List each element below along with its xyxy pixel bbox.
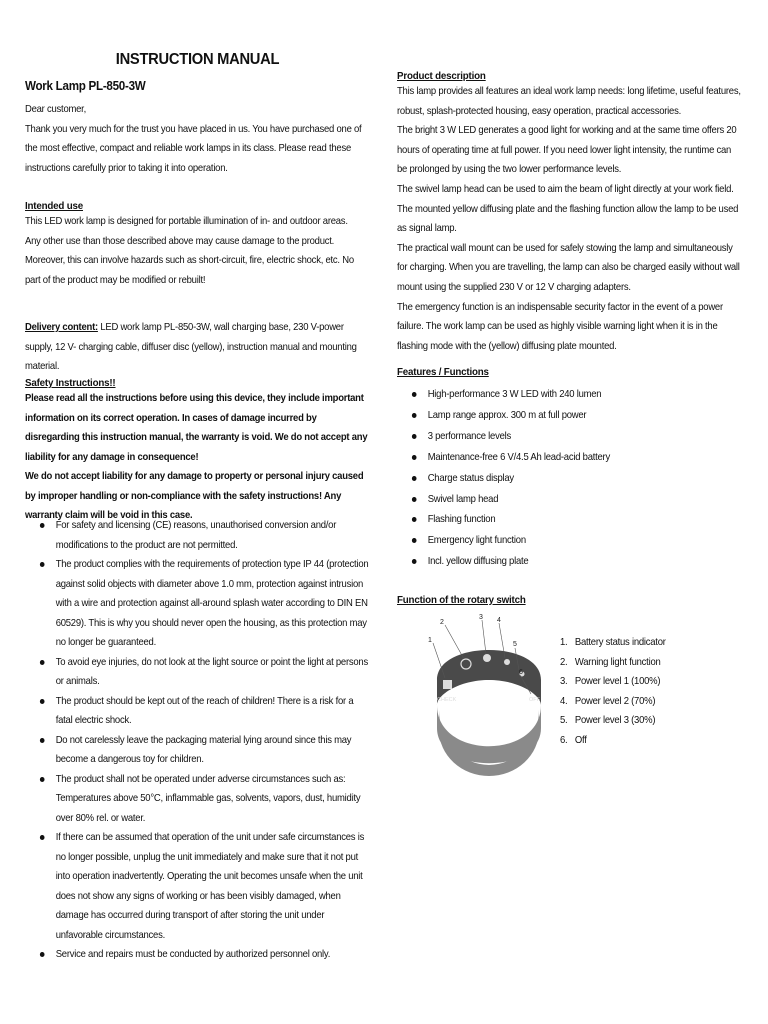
greeting: Dear customer, <box>25 104 86 115</box>
product-description-p3: The swivel lamp head can be used to aim the beam of light directly at your work field. The mounted yellow diffusing plate and the flashing function allow the lamp to be used as signal lamp. <box>397 183 739 235</box>
safety-item: Do not carelessly leave the packaging material lying around since this may become a dangerous toy for children. <box>25 731 372 770</box>
switch-item: 1. Battery status indicator <box>560 637 666 648</box>
feature-item: Swivel lamp head <box>397 490 742 511</box>
product-description-heading: Product description <box>397 70 486 82</box>
delivery-content <box>25 318 372 377</box>
safety-warning-2: We do not accept liability for any damage to property or personal injury caused by improper handling or non-compliance with the safety instructions! Any warranty claim will be void in this case. <box>25 471 364 521</box>
callout-2: 2 <box>440 619 444 626</box>
dial-off-label: OFF <box>529 697 540 703</box>
callout-6: 6 <box>519 669 523 676</box>
safety-item: The product should be kept out of the reach of children! There is a risk for a fatal electric shock. <box>25 692 372 731</box>
callout-1: 1 <box>428 637 432 644</box>
callout-5: 5 <box>513 641 517 648</box>
safety-item: If there can be assumed that operation of the unit under safe circumstances is no longer possible, unplug the unit immediately and make sure that it not put into operation inadvertently. Operating the unit becomes unsafe when the unit does not show any signs of working or has been visibly damaged, when damage has occurred during transport of after storing the unit under unfavorable circumstances. <box>25 828 372 945</box>
safety-item: Service and repairs must be conducted by authorized personnel only. <box>25 945 372 965</box>
sun-small-icon <box>504 659 510 665</box>
product-description-p1: This lamp provides all features an ideal work lamp needs: long lifetime, useful features, robust, splash-protected housing, easy operation, practical accessories. <box>397 86 741 117</box>
switch-item: 4. Power level 2 (70%) <box>560 695 656 707</box>
safety-warning-1: Please read all the instructions before using this device, they include important information on its correct operation. In cases of damage incurred by disregarding this instruction manual, the warranty is void. We do not accept any liability for any damage in consequence! <box>25 393 368 463</box>
rotary-switch-diagram <box>419 610 559 780</box>
feature-item: Emergency light function <box>397 531 742 552</box>
manual-title: INSTRUCTION MANUAL <box>115 51 280 68</box>
feature-item: Lamp range approx. 300 m at full power <box>397 406 742 427</box>
switch-item: 2. Warning light function <box>560 656 661 668</box>
feature-item: Maintenance-free 6 V/4.5 Ah lead-acid battery <box>397 448 742 469</box>
sun-icon <box>483 654 491 662</box>
intended-use-p2: Any other use than those described above may cause damage to the product. Moreover, this can involve hazards such as short-circuit, fire, electric shock, etc. No part of the product may be modified or rebuilt! <box>25 235 354 286</box>
feature-item: Charge status display <box>397 469 742 490</box>
safety-list <box>25 516 372 965</box>
features-list <box>397 385 742 573</box>
rotary-switch-heading: Function of the rotary switch <box>397 594 526 606</box>
feature-item: Flashing function <box>397 510 742 531</box>
delivery-text: LED work lamp PL-850-3W, wall charging base, 230 V-power supply, 12 V- charging cable, diffuser disc (yellow), instruction manual and mounting material. <box>25 322 357 372</box>
rotary-switch-legend <box>560 633 741 750</box>
safety-item: For safety and licensing (CE) reasons, unauthorised conversion and/or modifications to the product are not permitted. <box>25 516 372 555</box>
intended-use-heading: Intended use <box>25 200 83 212</box>
callout-3: 3 <box>479 614 483 621</box>
features-heading: Features / Functions <box>397 366 489 378</box>
delivery-label: Delivery content: <box>25 322 98 333</box>
safety-heading: Safety Instructions!! <box>25 377 116 389</box>
switch-item: 5. Power level 3 (30%) <box>560 715 656 726</box>
intended-use-p1: This LED work lamp is designed for portable illumination of in- and outdoor areas. <box>25 216 348 227</box>
product-subtitle: Work Lamp PL-850-3W <box>25 79 146 93</box>
safety-item: The product shall not be operated under adverse circumstances such as: Temperatures above 50°C, inflammable gas, solvents, vapors, dust, humidity over 80% rel. or water. <box>25 770 372 829</box>
product-description-p4: The practical wall mount can be used for safely stowing the lamp and simultaneously for charging. When you are travelling, the lamp can also be charged easily without wall mount using the supplied 230 V or 12 V charging adapters. <box>397 242 740 293</box>
feature-item: High-performance 3 W LED with 240 lumen <box>397 385 742 406</box>
safety-item: To avoid eye injuries, do not look at the light source or point the light at persons or animals. <box>25 653 372 692</box>
callout-4: 4 <box>497 617 501 624</box>
battery-icon <box>443 680 452 689</box>
intro-paragraph: Thank you very much for the trust you have placed in us. You have purchased one of the most effective, compact and reliable work lamps in its class. Please read these instructions carefully prior to taking it into operation. <box>25 123 362 174</box>
safety-item: The product complies with the requirements of protection type IP 44 (protection against solid objects with diameter above 1.0 mm, protection against intrusion with a wire and protection against all-around splash water according to DIN EN 60529). This is why you should never open the housing, as this protection may no longer be guaranteed. <box>25 555 372 653</box>
product-description-p2: The bright 3 W LED generates a good light for working and at the same time offers 20 hours of operating time at full power. If you need lower light intensity, the runtime can be prolonged by using the two lower performance levels. <box>397 125 737 176</box>
feature-item: 3 performance levels <box>397 427 742 448</box>
product-description-p5: The emergency function is an indispensable security factor in the event of a power failure. The work lamp can be used as highly visible warning light when it is in the flashing mode with the (yellow) diffusing plate mounted. <box>397 301 723 352</box>
dial-check-label: CHECK <box>437 697 457 703</box>
switch-item: 3. Power level 1 (100%) <box>560 676 661 687</box>
feature-item: Incl. yellow diffusing plate <box>397 552 742 573</box>
rotary-switch-svg <box>419 610 559 780</box>
switch-item: 6. Off <box>560 734 587 746</box>
dial-hole <box>459 680 519 744</box>
